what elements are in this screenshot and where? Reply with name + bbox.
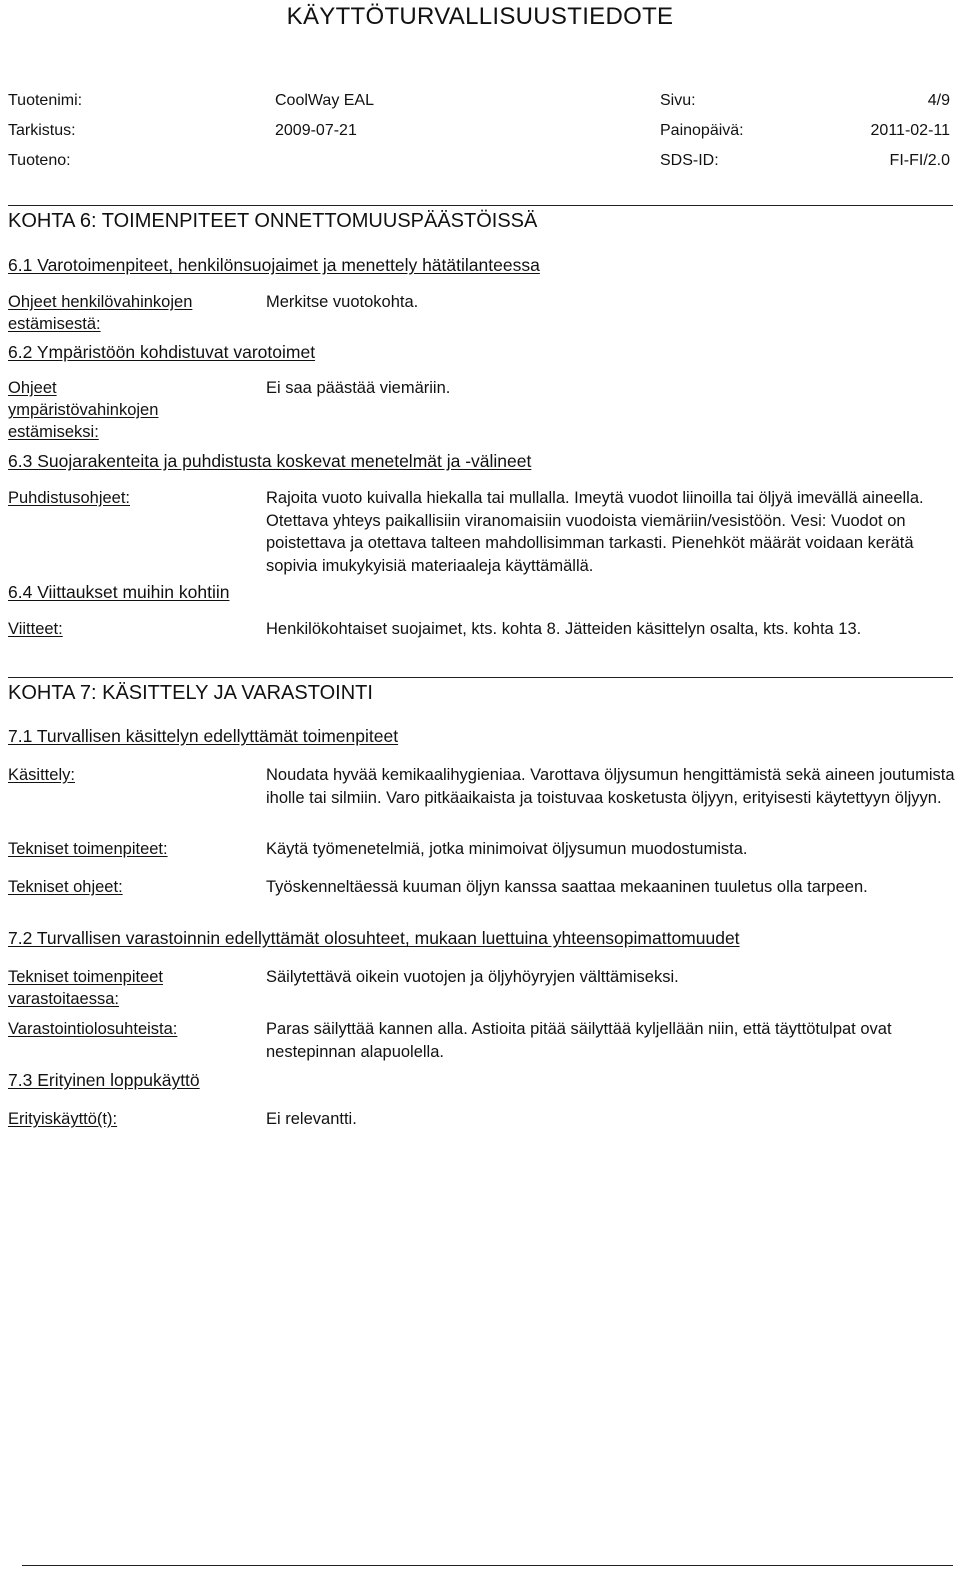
storage-tech-value: Säilytettävä oikein vuotojen ja öljyhöyryjen välttämiseksi.	[266, 968, 679, 986]
sds-id-value: FI-FI/2.0	[889, 152, 950, 169]
print-date-label: Painopäivä:	[660, 122, 744, 139]
s61-label: Ohjeet henkilövahinkojen estämisestä:	[8, 293, 193, 333]
product-no-label: Tuoteno:	[8, 152, 71, 169]
subsection-6-1-title: 6.1 Varotoimenpiteet, henkilönsuojaimet ja menettely hätätilanteessa	[8, 255, 540, 275]
subsection-6-3-title: 6.3 Suojarakenteita ja puhdistusta koskevat menetelmät ja -välineet	[8, 451, 532, 471]
s63-label: Puhdistusohjeet:	[8, 489, 131, 507]
specific-use-value: Ei relevantti.	[266, 1110, 357, 1128]
revision-label: Tarkistus:	[8, 122, 76, 139]
product-name-value: CoolWay EAL	[275, 92, 374, 109]
s64-label: Viitteet:	[8, 620, 63, 638]
subsection-6-2-title: 6.2 Ympäristöön kohdistuvat varotoimet	[8, 342, 316, 362]
document-title: KÄYTTÖTURVALLISUUSTIEDOTE	[286, 3, 674, 30]
s61-value: Merkitse vuotokohta.	[266, 293, 419, 311]
subsection-7-2-title: 7.2 Turvallisen varastoinnin edellyttämät olosuhteet, mukaan luettuina yhteensopimattomuudet	[8, 928, 740, 948]
section-7-rule	[8, 677, 953, 678]
product-name-label: Tuotenimi:	[8, 92, 83, 109]
tech-instructions-value: Työskenneltäessä kuuman öljyn kanssa saattaa mekaaninen tuuletus olla tarpeen.	[266, 878, 868, 896]
tech-measures-label: Tekniset toimenpiteet:	[8, 840, 168, 858]
s64-value: Henkilökohtaiset suojaimet, kts. kohta 8. Jätteiden käsittelyn osalta, kts. kohta 13.	[266, 620, 862, 638]
revision-value: 2009-07-21	[275, 122, 357, 139]
subsection-7-1-title: 7.1 Turvallisen käsittelyn edellyttämät toimenpiteet	[8, 726, 399, 746]
print-date-value: 2011-02-11	[870, 122, 950, 139]
sds-id-label: SDS-ID:	[660, 152, 719, 169]
footer-rule	[22, 1565, 953, 1566]
tech-instructions-label: Tekniset ohjeet:	[8, 878, 123, 896]
subsection-7-3-title: 7.3 Erityinen loppukäyttö	[8, 1070, 200, 1090]
s62-value: Ei saa päästää viemäriin.	[266, 379, 451, 397]
handling-label: Käsittely:	[8, 766, 75, 784]
section-6-rule	[8, 205, 953, 206]
tech-measures-value: Käytä työmenetelmiä, jotka minimoivat öljysumun muodostumista.	[266, 840, 748, 858]
specific-use-label: Erityiskäyttö(t):	[8, 1110, 118, 1128]
storage-tech-label: Tekniset toimenpiteet varastoitaessa:	[8, 968, 164, 1008]
handling-value: Noudata hyvää kemikaalihygieniaa. Varottava öljysumun hengittämistä sekä aineen joutumista iholle tai silmiin. Varo pitkäaikaista ja toistuvaa kosketusta öljyyn, erityisesti käytettyyn öljyyn.	[266, 766, 955, 807]
storage-conditions-value: Paras säilyttää kannen alla. Astioita pitää säilyttää kyljellään niin, että täyttötulpat ovat nestepinnan alapuolella.	[266, 1020, 892, 1061]
s63-value: Rajoita vuoto kuivalla hiekalla tai mullalla. Imeytä vuodot liinoilla tai öljyä imevällä aineella. Otettava yhteys paikallisiin viranomaisiin vuodoista viemäriin/vesistöön. Vesi: Vuodot on poistettava ja otettava talteen mahdollisimman tarkasti. Pienehköt määrät voidaan kerätä sopivia imukykyisiä materiaaleja käyttämällä.	[266, 489, 924, 575]
page-value: 4/9	[927, 92, 950, 109]
page-label: Sivu:	[660, 92, 696, 109]
section-7-title: KOHTA 7: KÄSITTELY JA VARASTOINTI	[8, 682, 373, 704]
subsection-6-4-title: 6.4 Viittaukset muihin kohtiin	[8, 582, 230, 602]
storage-conditions-label: Varastointiolosuhteista:	[8, 1020, 178, 1038]
section-6-title: KOHTA 6: TOIMENPITEET ONNETTOMUUSPÄÄSTÖISSÄ	[8, 210, 538, 232]
s62-label: Ohjeet ympäristövahinkojen estämiseksi:	[8, 379, 159, 441]
